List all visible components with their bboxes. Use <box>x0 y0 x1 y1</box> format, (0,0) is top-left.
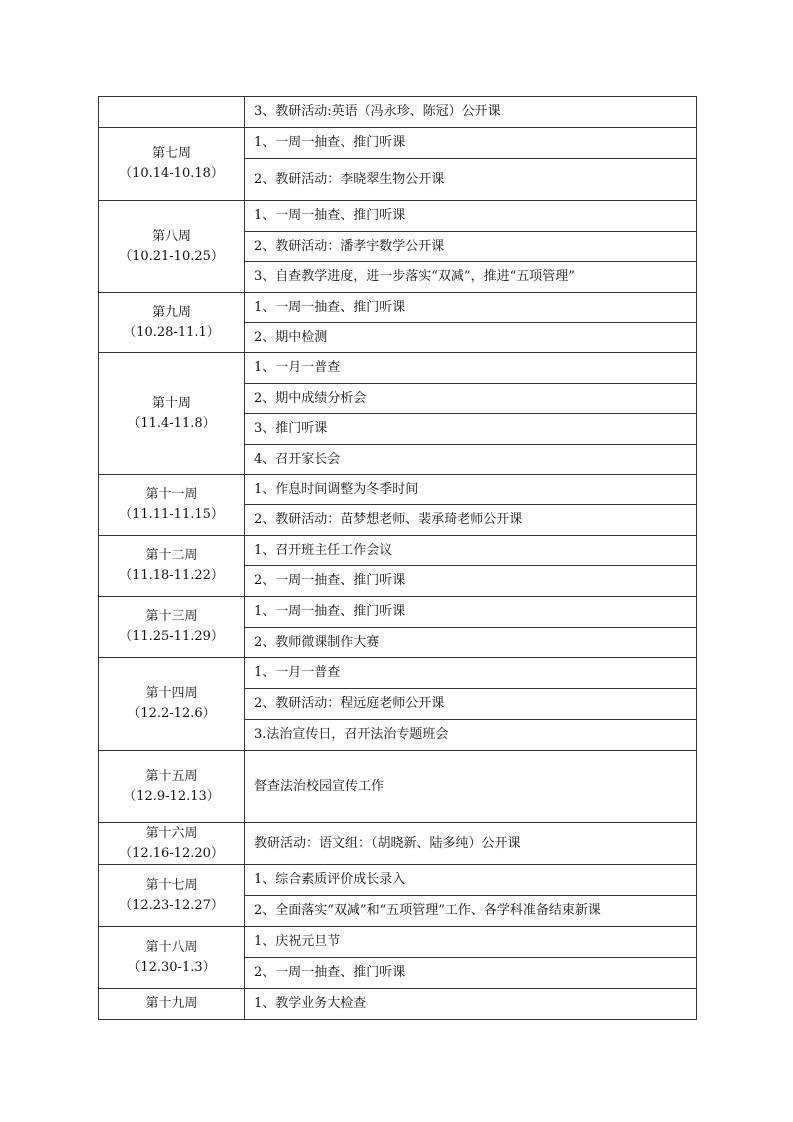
table-row <box>99 128 697 159</box>
week-cell <box>99 658 245 751</box>
week-dates: （11.18-11.22） <box>119 568 224 583</box>
week-name: 第十三周 <box>145 609 198 624</box>
week-dates: （12.2-12.6） <box>127 706 216 721</box>
week-cell <box>99 597 245 658</box>
task-cell: 2、期中成绩分析会 <box>245 384 697 414</box>
week-dates: （10.28-11.1） <box>123 324 220 340</box>
task-cell: 1、召开班主任工作会议 <box>245 536 697 566</box>
task-cell: 1、庆祝元旦节 <box>245 927 697 958</box>
week-cell <box>99 475 245 536</box>
week-name: 第十八周 <box>145 939 198 955</box>
table-row <box>99 536 697 566</box>
table-row <box>99 597 697 628</box>
week-name: 第十六周 <box>145 825 198 841</box>
week-dates: （12.9-12.13） <box>123 788 220 804</box>
week-dates: （12.16-12.20） <box>119 845 224 861</box>
task-cell: 1、一月一普查 <box>245 658 697 689</box>
table-row <box>99 865 697 896</box>
week-cell <box>99 353 245 475</box>
week-cell <box>99 293 245 353</box>
schedule-body <box>99 97 697 1020</box>
task-cell: 1、作息时间调整为冬季时间 <box>245 475 697 505</box>
week-cell <box>99 97 245 128</box>
week-name: 第十九周 <box>145 996 198 1011</box>
week-dates: （12.23-12.27） <box>119 897 224 913</box>
week-name: 第十五周 <box>145 768 198 784</box>
week-name: 第十二周 <box>145 548 198 563</box>
task-cell: 督查法治校园宣传工作 <box>245 751 697 823</box>
week-dates: （10.14-10.18） <box>119 166 224 181</box>
week-name: 第十四周 <box>145 686 198 701</box>
task-cell: 教研活动：语文组：（胡晓新、陆多纯）公开课 <box>245 823 697 865</box>
task-cell: 1、一周一抽查、推门听课 <box>245 201 697 232</box>
week-cell <box>99 927 245 989</box>
task-cell: 2、一周一抽查、推门听课 <box>245 958 697 989</box>
task-cell: 3.法治宣传日，召开法治专题班会 <box>245 720 697 751</box>
task-cell: 2、期中检测 <box>245 323 697 353</box>
week-cell <box>99 823 245 865</box>
task-cell: 2、教研活动：苗梦想老师、裴承琦老师公开课 <box>245 505 697 536</box>
task-cell: 1、一周一抽查、推门听课 <box>245 597 697 628</box>
week-name: 第八周 <box>151 228 191 244</box>
task-cell: 1、一月一普查 <box>245 353 697 384</box>
week-dates: （12.30-1.3） <box>127 959 216 975</box>
week-dates: （11.25-11.29） <box>119 629 224 644</box>
week-dates: （11.11-11.15） <box>119 507 224 522</box>
table-row <box>99 989 697 1020</box>
task-cell: 3、教研活动:英语（冯永珍、陈冠）公开课 <box>245 97 697 128</box>
table-row <box>99 751 697 823</box>
table-row <box>99 475 697 505</box>
task-cell: 1、一周一抽查、推门听课 <box>245 293 697 323</box>
task-cell: 2、全面落实“双减”和“五项管理”工作、各学科准备结束新课 <box>245 896 697 927</box>
table-row <box>99 658 697 689</box>
table-row <box>99 927 697 958</box>
table-row <box>99 823 697 865</box>
week-cell <box>99 751 245 823</box>
task-cell: 4、召开家长会 <box>245 445 697 475</box>
table-row <box>99 201 697 232</box>
task-cell: 3、自查教学进度，进一步落实“双减”，推进“五项管理” <box>245 262 697 293</box>
task-cell: 2、教研活动：程远庭老师公开课 <box>245 689 697 720</box>
task-cell: 2、一周一抽查、推门听课 <box>245 566 697 597</box>
table-row <box>99 293 697 323</box>
task-cell: 1、教学业务大检查 <box>245 989 697 1020</box>
week-cell <box>99 865 245 927</box>
schedule-table <box>98 96 697 1020</box>
week-cell <box>99 201 245 293</box>
week-dates: （11.4-11.8） <box>127 415 216 431</box>
week-name: 第七周 <box>151 146 191 161</box>
task-cell: 3、推门听课 <box>245 414 697 445</box>
task-cell: 2、教师微课制作大赛 <box>245 628 697 658</box>
table-row <box>99 97 697 128</box>
week-dates: （10.21-10.25） <box>119 248 224 264</box>
week-cell <box>99 536 245 597</box>
task-cell: 1、一周一抽查、推门听课 <box>245 128 697 159</box>
task-cell: 2、教研活动：李晓翠生物公开课 <box>245 159 697 201</box>
week-name: 第十周 <box>151 395 191 411</box>
task-cell: 1、综合素质评价成长录入 <box>245 865 697 896</box>
week-cell <box>99 128 245 201</box>
week-name: 第九周 <box>151 304 191 320</box>
task-cell: 2、教研活动：潘孝宇数学公开课 <box>245 232 697 262</box>
week-name: 第十一周 <box>145 487 198 502</box>
week-name: 第十七周 <box>145 877 198 893</box>
table-row <box>99 353 697 384</box>
week-cell <box>99 989 245 1020</box>
